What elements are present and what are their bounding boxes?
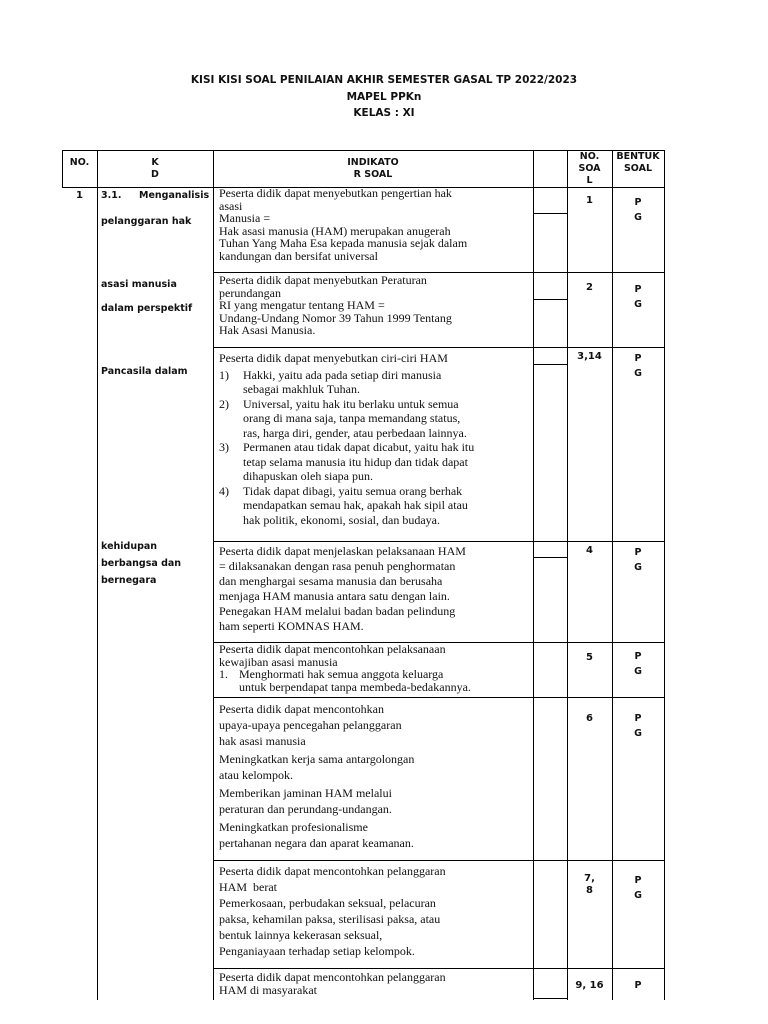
question-number-row-4: 4 [586, 545, 593, 556]
header-kd-line1: K [151, 157, 159, 168]
question-number-row-3: 3,14 [577, 351, 602, 362]
question-type-row-5: P G [634, 651, 642, 677]
indicator-row-7: Peserta didik dapat mencontohkan pelanggaran HAM berat Pemerkosaan, perbudakan seksual, pelacuran paksa, kehamilan paksa, sterilisasi paksa, atau bentuk lainnya kekerasan seksual, Penganiayaan terhadap setiap kelompok. [219, 864, 446, 958]
kd-text-7: berbangsa dan [101, 558, 182, 569]
question-type-row-2: P G [634, 284, 642, 310]
indicator-row-1: Peserta didik dapat menyebutkan pengertian hak asasi Manusia = Hak asasi manusia (HAM) merupakan anugerah Tuhan Yang Maha Esa kepada manusia sejak dalam kandungan dan bersifat universal [219, 186, 468, 263]
document-title: KISI KISI SOAL PENILAIAN AKHIR SEMESTER GASAL TP 2022/2023 [190, 74, 578, 86]
question-number-row-5: 5 [586, 652, 593, 663]
kd-text-8: bernegara [101, 575, 157, 586]
indicator-row-6: Peserta didik dapat mencontohkan upaya-upaya pencegahan pelanggaran hak asasi manusia Meningkatkan kerja sama antargolongan atau kelompok. Memberikan jaminan HAM melalui peraturan dan perundang-undangan. Meningkatkan profesionalisme pertahanan negara dan aparat keamanan. [219, 702, 415, 850]
row-number: 1 [76, 190, 83, 201]
header-kd-line2: D [151, 169, 159, 180]
kd-text-5: Pancasila dalam [101, 366, 188, 377]
question-type-row-1: P G [634, 197, 642, 223]
question-number-row-7: 7, 8 [584, 873, 595, 896]
kd-text-3: asasi manusia [101, 279, 177, 290]
question-number-row-1: 1 [586, 195, 593, 206]
question-type-row-8: P [634, 980, 642, 991]
header-bentuk-line1: BENTUK [616, 151, 660, 162]
header-indikator-line2: R SOAL [353, 169, 393, 180]
kd-text-2: pelanggaran hak [101, 216, 192, 227]
kd-code: 3.1. [101, 190, 122, 201]
class-title: KELAS : XI [353, 107, 415, 119]
header-no-soal-line3: L [586, 175, 593, 186]
kd-text-1: Menganalisis [139, 190, 210, 201]
question-type-row-4: P G [634, 547, 642, 573]
question-type-row-3: P G [634, 353, 642, 379]
header-no-soal-line1: NO. [579, 151, 600, 162]
header-bentuk-line2: SOAL [623, 163, 653, 174]
indicator-row-4: Peserta didik dapat menjelaskan pelaksanaan HAM = dilaksanakan dengan rasa penuh penghormatan dan menghargai sesama manusia dan berusaha menjaga HAM manusia antara satu dengan lain. Penegakan HAM melalui badan badan pelindung ham seperti KOMNAS HAM. [219, 544, 466, 633]
header-indikator [213, 157, 533, 181]
kd-text-4: dalam perspektif [101, 303, 193, 314]
question-type-row-6: P G [634, 713, 642, 739]
indicator-row-8: Peserta didik dapat mencontohkan pelanggaran HAM di masyarakat [219, 970, 446, 997]
indicator-row-2: Peserta didik dapat menyebutkan Peraturan perundangan RI yang mengatur tentang HAM = Undang-Undang Nomor 39 Tahun 1999 Tentang Hak Asasi Manusia. [219, 273, 452, 337]
header-kd [97, 157, 213, 181]
header-no-soal [567, 151, 612, 187]
indicator-row-3: Peserta didik dapat menyebutkan ciri-ciri HAM 1) Hakki, yaitu ada pada setiap diri manusia sebagai makhluk Tuhan. 2) Universal, yaitu hak itu berlaku untuk semua orang di mana saja, tanpa memandang status, ras, harga diri, gender, atau perbedaan lainnya. 3) Permanen atau tidak dapat dicabut, yaitu hak itu tetap selama manusia itu hidup dan tidak dapat dihapuskan oleh siapa pun. 4) Tidak dapat dibagi, yaitu semua orang berhak mendapatkan semau hak, apakah hak sipil atau hak politik, ekonomi, sosial, dan budaya. [219, 351, 475, 527]
question-type-row-7: P G [634, 875, 642, 901]
header-no: NO. [69, 157, 90, 168]
kd-text-6: kehidupan [101, 541, 158, 552]
question-number-row-2: 2 [586, 282, 593, 293]
question-number-row-6: 6 [586, 713, 593, 724]
question-number-row-8: 9, 16 [575, 980, 604, 991]
indicator-row-5: Peserta didik dapat mencontohkan pelaksanaan kewajiban asasi manusia 1. Menghormati hak semua anggota keluarga untuk berpendapat tanpa membeda-bedakannya. [219, 642, 471, 694]
header-no-soal-line2: SOA [578, 163, 601, 174]
header-indikator-line1: INDIKATO [347, 157, 399, 168]
header-bentuk-soal [612, 151, 664, 175]
subject-title: MAPEL PPKn [346, 91, 422, 103]
